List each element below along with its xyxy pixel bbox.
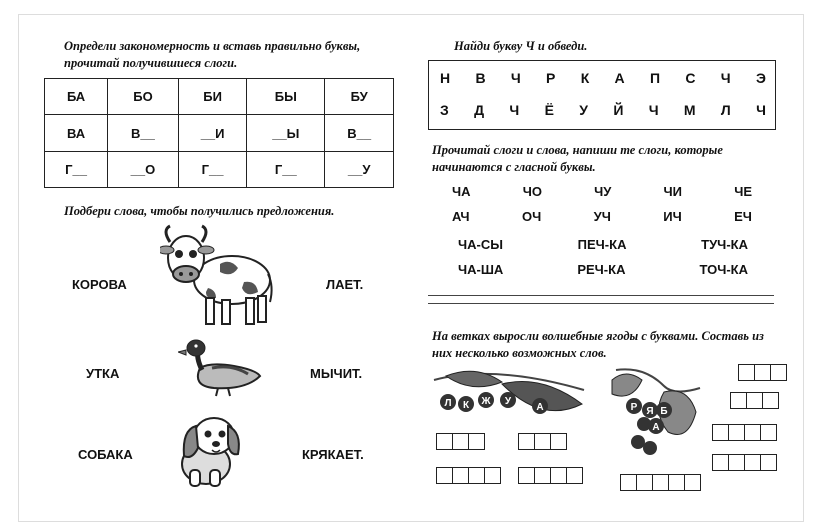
syllable-table	[44, 78, 394, 188]
letter[interactable]: Ч	[510, 70, 521, 86]
cell[interactable]: Г__	[45, 152, 108, 188]
duck-icon	[178, 338, 262, 398]
words-row-2	[458, 262, 748, 277]
syllable: ЧИ	[663, 184, 683, 199]
cell[interactable]: В__	[325, 115, 394, 152]
letter[interactable]: П	[649, 70, 661, 86]
letter[interactable]: Ч	[720, 70, 731, 86]
task5-instruction: На ветках выросли волшебные ягоды с буквами. Составь из них несколько возможных слов.	[432, 329, 764, 360]
writing-line-2[interactable]	[428, 303, 774, 304]
cell[interactable]: Г__	[247, 152, 325, 188]
berry-letter: А	[652, 422, 660, 433]
syllable: ОЧ	[521, 209, 542, 224]
cell: ВА	[45, 115, 108, 152]
syllable: ЧА	[452, 184, 471, 199]
letter[interactable]: Д	[474, 102, 485, 118]
puppy-icon	[170, 408, 250, 490]
syllables-row-1	[452, 184, 752, 199]
letter[interactable]: Й	[613, 102, 624, 118]
berry-letter: А	[536, 402, 544, 413]
letter[interactable]: Ч	[756, 102, 766, 118]
noun-duck: УТКА	[86, 366, 120, 381]
syllables-row-2	[452, 209, 752, 224]
syllable: ЧО	[522, 184, 542, 199]
syllable: ЧУ	[594, 184, 612, 199]
word: ТОЧ-КА	[699, 262, 748, 277]
verb-quacks: КРЯКАЕТ.	[302, 447, 364, 462]
letter[interactable]: Р	[546, 70, 556, 86]
berry-letter: Л	[444, 398, 452, 409]
letter[interactable]: К	[580, 70, 590, 86]
letter-row-2	[440, 102, 766, 118]
verb-moos: МЫЧИТ.	[310, 366, 363, 381]
cell: БЫ	[247, 79, 325, 115]
berry-branch-2-icon	[608, 362, 704, 468]
letter[interactable]: С	[685, 70, 696, 86]
noun-dog: СОБАКА	[78, 447, 133, 462]
words-row-1	[458, 237, 748, 252]
cell[interactable]: __И	[178, 115, 247, 152]
verb-barks: ЛАЕТ.	[326, 277, 364, 292]
letter[interactable]: Э	[755, 70, 766, 86]
word: ЧА-СЫ	[458, 237, 503, 252]
cell: БУ	[325, 79, 394, 115]
cell: БИ	[178, 79, 247, 115]
berry-branch-1-icon	[432, 364, 586, 424]
letter-row-1	[440, 70, 766, 86]
syllable: ИЧ	[663, 209, 682, 224]
letter[interactable]: З	[440, 102, 449, 118]
word: РЕЧ-КА	[577, 262, 626, 277]
berry-letter: Б	[660, 406, 668, 417]
word: ПЕЧ-КА	[577, 237, 627, 252]
task1-instruction: Определи закономерность и вставь правильно буквы, прочитай получившиеся слоги.	[64, 39, 361, 70]
berry-letter: Я	[646, 406, 654, 417]
cell: БА	[45, 79, 108, 115]
answer-boxes-3[interactable]	[730, 392, 778, 409]
word: ТУЧ-КА	[701, 237, 748, 252]
answer-boxes-5[interactable]	[620, 474, 700, 491]
noun-cow: КОРОВА	[72, 277, 127, 292]
cell[interactable]: __О	[108, 152, 179, 188]
letter[interactable]: У	[579, 102, 589, 118]
cell[interactable]: __Ы	[247, 115, 325, 152]
answer-boxes-4[interactable]	[436, 467, 500, 484]
syllable: АЧ	[452, 209, 470, 224]
berry-letter: Ж	[481, 396, 491, 407]
syllable: ЧЕ	[734, 184, 752, 199]
task3-instruction: Найди букву Ч и обведи.	[454, 39, 588, 53]
answer-boxes-3[interactable]	[518, 433, 566, 450]
task2-instruction: Подбери слова, чтобы получились предложения.	[64, 204, 335, 218]
syllable: УЧ	[593, 209, 611, 224]
letter[interactable]: А	[614, 70, 625, 86]
answer-boxes-3[interactable]	[436, 433, 484, 450]
berry-letter: У	[504, 396, 512, 407]
word: ЧА-ША	[458, 262, 504, 277]
task4-instruction: Прочитай слоги и слова, напиши те слоги, которые начинаются с гласной буквы.	[432, 143, 723, 174]
answer-boxes-3[interactable]	[738, 364, 786, 381]
berry-letter: К	[462, 400, 470, 411]
answer-boxes-4[interactable]	[518, 467, 582, 484]
berry-letter: Р	[630, 402, 638, 413]
cell[interactable]: В__	[108, 115, 179, 152]
letter[interactable]: М	[683, 102, 696, 118]
cell: БО	[108, 79, 179, 115]
letter[interactable]: Ё	[544, 102, 554, 118]
letter[interactable]: Н	[440, 70, 451, 86]
answer-boxes-4[interactable]	[712, 424, 776, 441]
cow-icon	[160, 222, 276, 330]
cell[interactable]: Г__	[178, 152, 247, 188]
answer-boxes-4[interactable]	[712, 454, 776, 471]
letter[interactable]: В	[475, 70, 486, 86]
letter[interactable]: Л	[720, 102, 731, 118]
syllable: ЕЧ	[734, 209, 752, 224]
writing-line-1[interactable]	[428, 295, 774, 296]
cell[interactable]: __У	[325, 152, 394, 188]
letter[interactable]: Ч	[509, 102, 520, 118]
letter[interactable]: Ч	[648, 102, 659, 118]
